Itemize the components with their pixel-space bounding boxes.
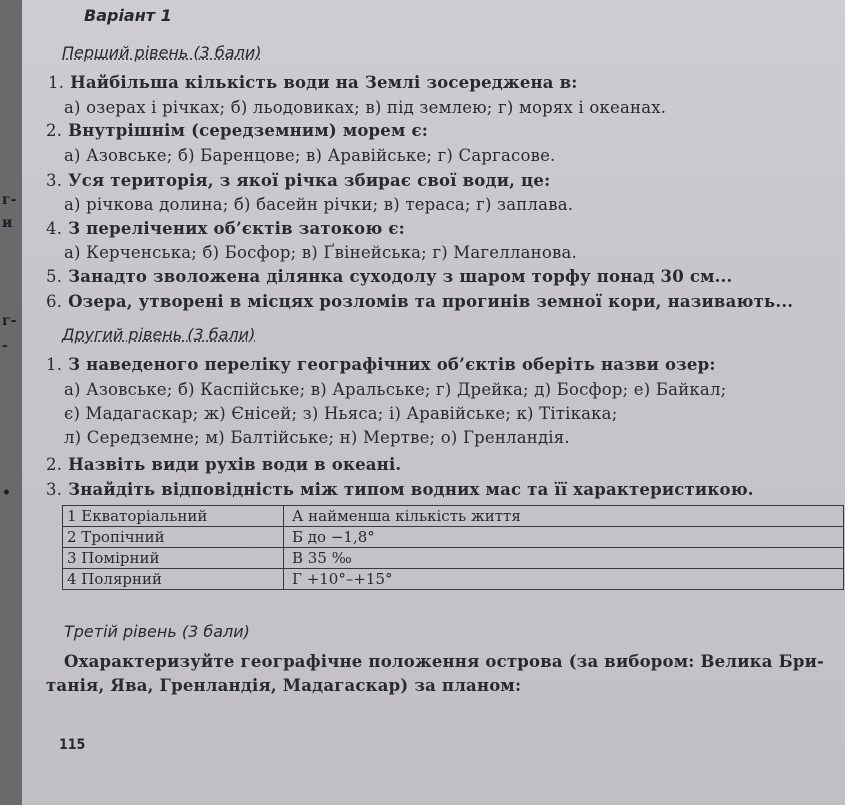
question-1-3: 3. Уся територія, з якої річка збирає свої води, це:	[46, 171, 551, 190]
water-mass-type: 3 Помірний	[63, 548, 284, 569]
water-mass-type: 1 Екваторіальний	[63, 506, 284, 527]
answer-options-1-2: а) Азовське; б) Баренцове; в) Аравійське; г) Саргасове.	[64, 146, 556, 165]
table-row	[63, 527, 844, 548]
answer-options-2-1-b: є) Мадагаскар; ж) Єнісей; з) Ньяса; і) Аравійське; к) Тітікака;	[64, 404, 618, 423]
question-2-3: 3. Знайдіть відповідність між типом водних мас та її характеристикою.	[46, 480, 754, 499]
matching-table	[62, 505, 844, 590]
question-1-4: 4. З перелічених об’єктів затокою є:	[46, 219, 405, 238]
answer-options-1-1: а) озерах і річках; б) льодовиках; в) під землею; г) морях і океанах.	[64, 98, 667, 117]
question-2-2: 2. Назвіть види рухів води в океані.	[46, 455, 402, 474]
answer-options-1-4: а) Керченська; б) Босфор; в) Ґвінейська; г) Магелланова.	[64, 243, 577, 262]
question-1-5: 5. Занадто зволожена ділянка суходолу з шаром торфу понад 30 см...	[46, 267, 733, 286]
level1-title: Перший рівень (3 бали)	[62, 43, 262, 62]
task-3-line-2: танія, Ява, Гренландія, Мадагаскар) за планом:	[46, 676, 522, 695]
level3-title: Третій рівень (3 бали)	[64, 622, 250, 641]
water-mass-characteristic: Г +10°–+15°	[284, 569, 844, 590]
textbook-page	[22, 0, 845, 805]
water-mass-characteristic: В 35 ‰	[284, 548, 844, 569]
water-mass-type: 4 Полярний	[63, 569, 284, 590]
page-number: 115	[59, 737, 86, 753]
margin-mark: г-	[2, 192, 17, 208]
question-1-1: 1. Найбільша кількість води на Землі зосереджена в:	[48, 73, 578, 92]
table-row	[63, 569, 844, 590]
question-1-2: 2. Внутрішнім (середземним) морем є:	[46, 121, 429, 140]
table-row	[63, 548, 844, 569]
answer-options-1-3: а) річкова долина; б) басейн річки; в) тераса; г) заплава.	[64, 195, 574, 214]
answer-options-2-1-c: л) Середземне; м) Балтійське; н) Мертве; о) Гренландія.	[64, 428, 570, 447]
variant-title: Варіант 1	[84, 6, 172, 25]
margin-mark: •	[2, 485, 11, 501]
question-1-6: 6. Озера, утворені в місцях розломів та прогинів земної кори, називають...	[46, 292, 794, 311]
level2-title: Другий рівень (3 бали)	[62, 325, 256, 344]
answer-options-2-1-a: а) Азовське; б) Каспійське; в) Аральське; г) Дрейка; д) Босфор; е) Байкал;	[64, 380, 727, 399]
page-edge-margin	[0, 0, 22, 805]
table-row	[63, 506, 844, 527]
margin-mark: и	[2, 215, 13, 231]
margin-mark: г-	[2, 313, 17, 329]
margin-mark: -	[2, 338, 8, 354]
question-2-1: 1. З наведеного переліку географічних об’єктів оберіть назви озер:	[46, 355, 716, 374]
water-mass-type: 2 Тропічний	[63, 527, 284, 548]
task-3-line-1: Охарактеризуйте географічне положення острова (за вибором: Велика Бри-	[64, 652, 825, 671]
water-mass-characteristic: Б до −1,8°	[284, 527, 844, 548]
water-mass-characteristic: А найменша кількість життя	[284, 506, 844, 527]
